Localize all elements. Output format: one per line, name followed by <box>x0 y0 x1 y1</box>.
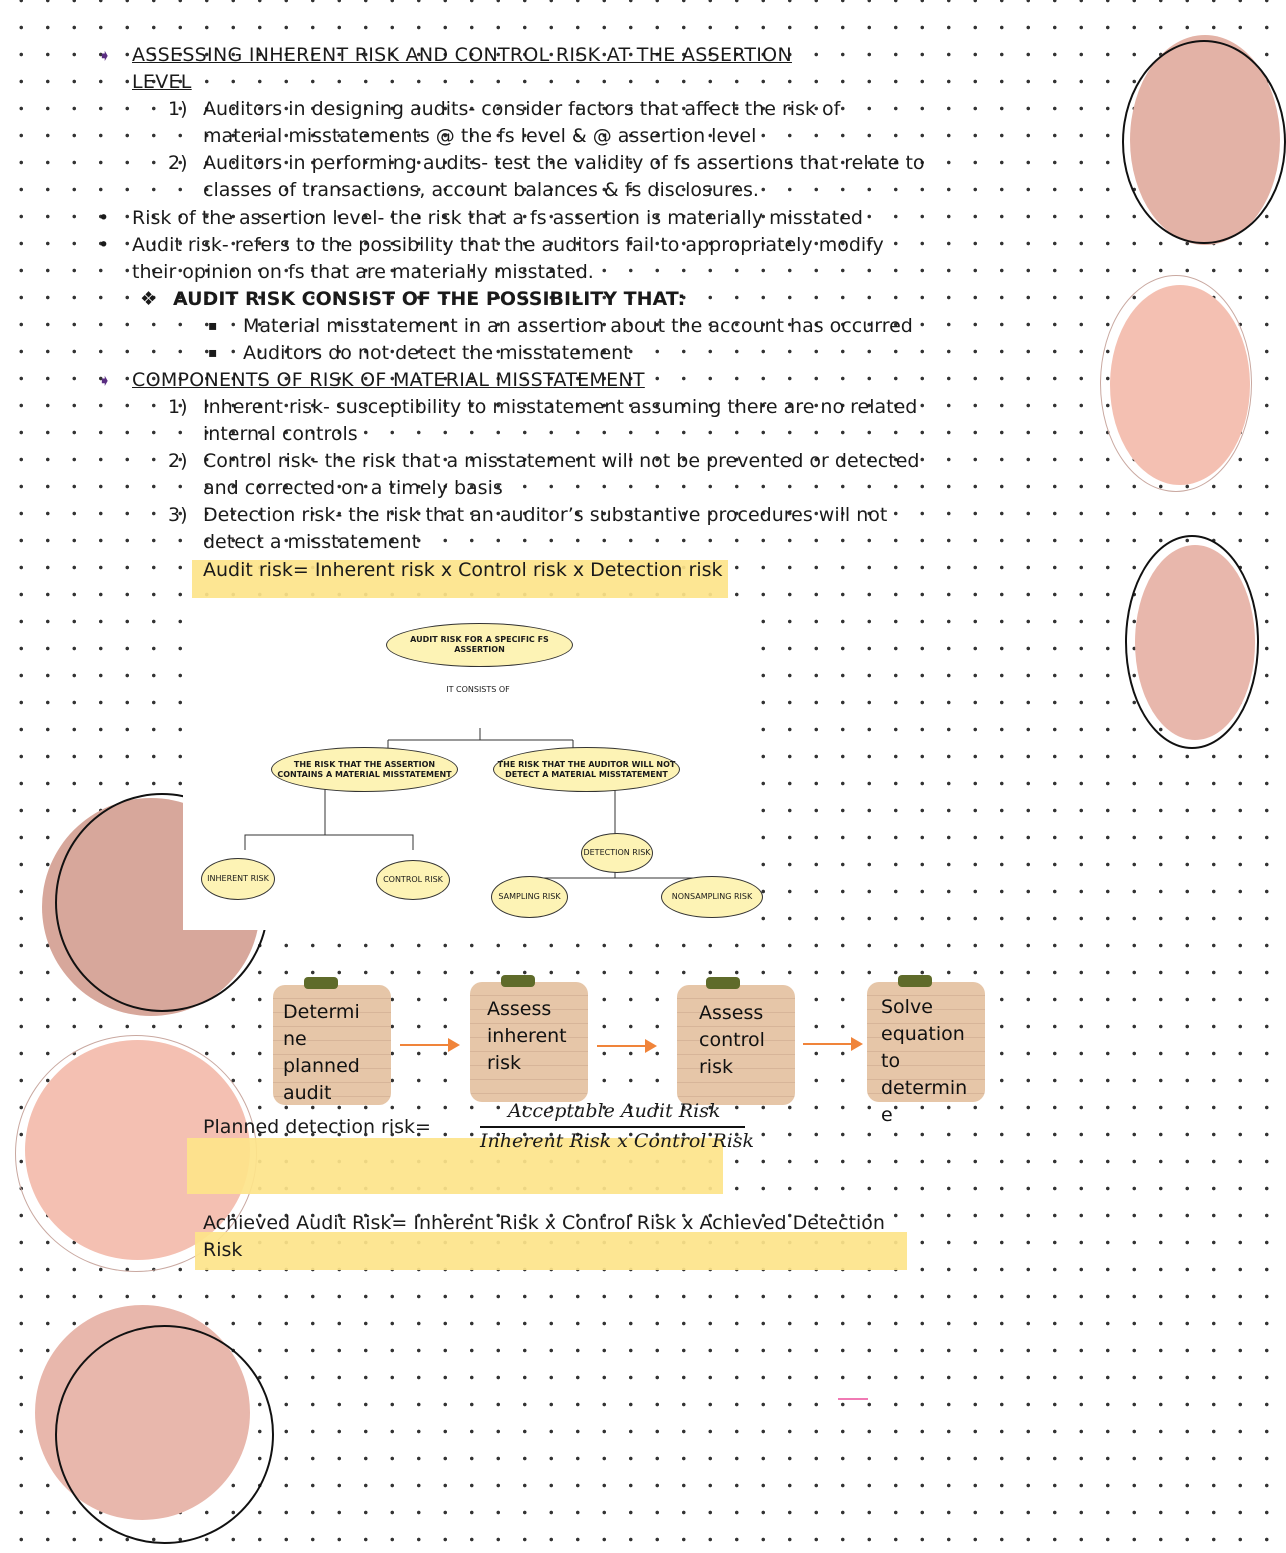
step-label: Assess control risk <box>699 1002 765 1078</box>
sub-item: Auditors do not detect the misstatement <box>243 342 631 364</box>
list-item: Detection risk- the risk that an auditor’s substantive procedures will not <box>203 504 888 526</box>
list-num: 2) <box>168 450 188 472</box>
list-num: 2) <box>168 152 188 174</box>
arrow-right-icon <box>400 1044 458 1046</box>
arrow-bullet-icon: ➧ <box>98 371 112 390</box>
list-item-cont: and corrected on a timely basis <box>203 477 503 499</box>
list-item: Auditors in performing audits- test the validity of fs assertions that relate to <box>203 152 925 174</box>
diagram-left-node: THE RISK THAT THE ASSERTION CONTAINS A MATERIAL MISSTATEMENT <box>271 747 458 792</box>
list-item-cont: material misstatements @ the fs level & @ assertion level <box>203 125 757 147</box>
clip-icon <box>706 977 740 989</box>
pink-mark <box>838 1398 868 1400</box>
bullet-risk-assertion: Risk of the assertion level- the risk that a fs assertion is materially misstated <box>132 207 863 229</box>
highlight-achieved-audit-risk <box>195 1232 907 1270</box>
heading-assessing-risk: ASSESSING INHERENT RISK AND CONTROL RISK AT THE ASSERTION <box>132 44 792 66</box>
diagram-sampling-risk: SAMPLING RISK <box>491 876 568 918</box>
subheading-audit-risk-consist: AUDIT RISK CONSIST OF THE POSSIBILITY THAT: <box>173 288 686 310</box>
step-label: Determi ne planned audit <box>283 1001 360 1104</box>
audit-risk-diagram <box>183 600 753 930</box>
heading-components: COMPONENTS OF RISK OF MATERIAL MISSTATEMENT <box>132 369 645 391</box>
planned-denominator: Inherent Risk x Control Risk <box>480 1130 755 1152</box>
bullet-dot: • <box>98 207 110 229</box>
list-item: Auditors in designing audits- consider factors that affect the risk of <box>203 98 841 120</box>
planned-numerator: Acceptable Audit Risk <box>508 1100 721 1122</box>
step-label: Solve equation to determin e <box>881 996 968 1126</box>
list-num: 1) <box>168 98 188 120</box>
diamond-bullet-icon: ❖ <box>140 288 158 310</box>
decor-ring-right-lower <box>1125 535 1259 749</box>
list-item: Inherent risk- susceptibility to misstatement assuming there are no related <box>203 396 918 418</box>
diagram-root: AUDIT RISK FOR A SPECIFIC FS ASSERTION <box>386 623 573 667</box>
list-num: 1) <box>168 396 188 418</box>
bullet-audit-risk-cont: their opinion on fs that are materially misstated. <box>132 261 594 283</box>
achieved-audit-risk-cont: Risk <box>203 1239 243 1261</box>
list-item-cont: internal controls <box>203 423 358 445</box>
decor-ring-right-mid <box>1100 275 1252 492</box>
square-bullet-icon: ▪ <box>208 318 218 334</box>
list-num: 3) <box>168 504 188 526</box>
diagram-connector-label: IT CONSISTS OF <box>446 685 510 694</box>
clip-icon <box>501 975 535 987</box>
arrow-bullet-icon: ➧ <box>98 46 112 65</box>
diagram-detection-risk: DETECTION RISK <box>581 833 653 873</box>
step-label: Assess inherent risk <box>487 998 567 1074</box>
list-item-cont: detect a misstatement <box>203 531 420 553</box>
bullet-dot: • <box>98 234 110 256</box>
diagram-control-risk: CONTROL RISK <box>376 860 450 900</box>
bullet-audit-risk: Audit risk- refers to the possibility that the auditors fail to appropriately modify <box>132 234 884 256</box>
clip-icon <box>304 977 338 989</box>
list-item: Control risk- the risk that a misstatement will not be prevented or detected <box>203 450 920 472</box>
achieved-audit-risk: Achieved Audit Risk= Inherent Risk x Control Risk x Achieved Detection <box>203 1212 885 1234</box>
sub-item: Material misstatement in an assertion about the account has occurred <box>243 315 913 337</box>
diagram-inherent-risk: INHERENT RISK <box>201 858 275 900</box>
arrow-right-icon <box>803 1043 861 1045</box>
heading-assessing-risk-cont: LEVEL <box>132 71 192 93</box>
clip-icon <box>898 975 932 987</box>
arrow-right-icon <box>597 1045 655 1047</box>
planned-detection-label: Planned detection risk= <box>203 1116 431 1138</box>
audit-risk-formula: Audit risk= Inherent risk x Control risk x Detection risk <box>203 559 723 581</box>
decor-ring-left-bottom <box>55 1325 274 1544</box>
list-item-cont: classes of transactions, account balances & fs disclosures. <box>203 179 759 201</box>
square-bullet-icon: ▪ <box>208 345 218 361</box>
diagram-right-node: THE RISK THAT THE AUDITOR WILL NOT DETECT A MATERIAL MISSTATEMENT <box>493 747 680 792</box>
diagram-nonsampling-risk: NONSAMPLING RISK <box>661 876 763 918</box>
decor-ring-top-right <box>1122 40 1286 244</box>
